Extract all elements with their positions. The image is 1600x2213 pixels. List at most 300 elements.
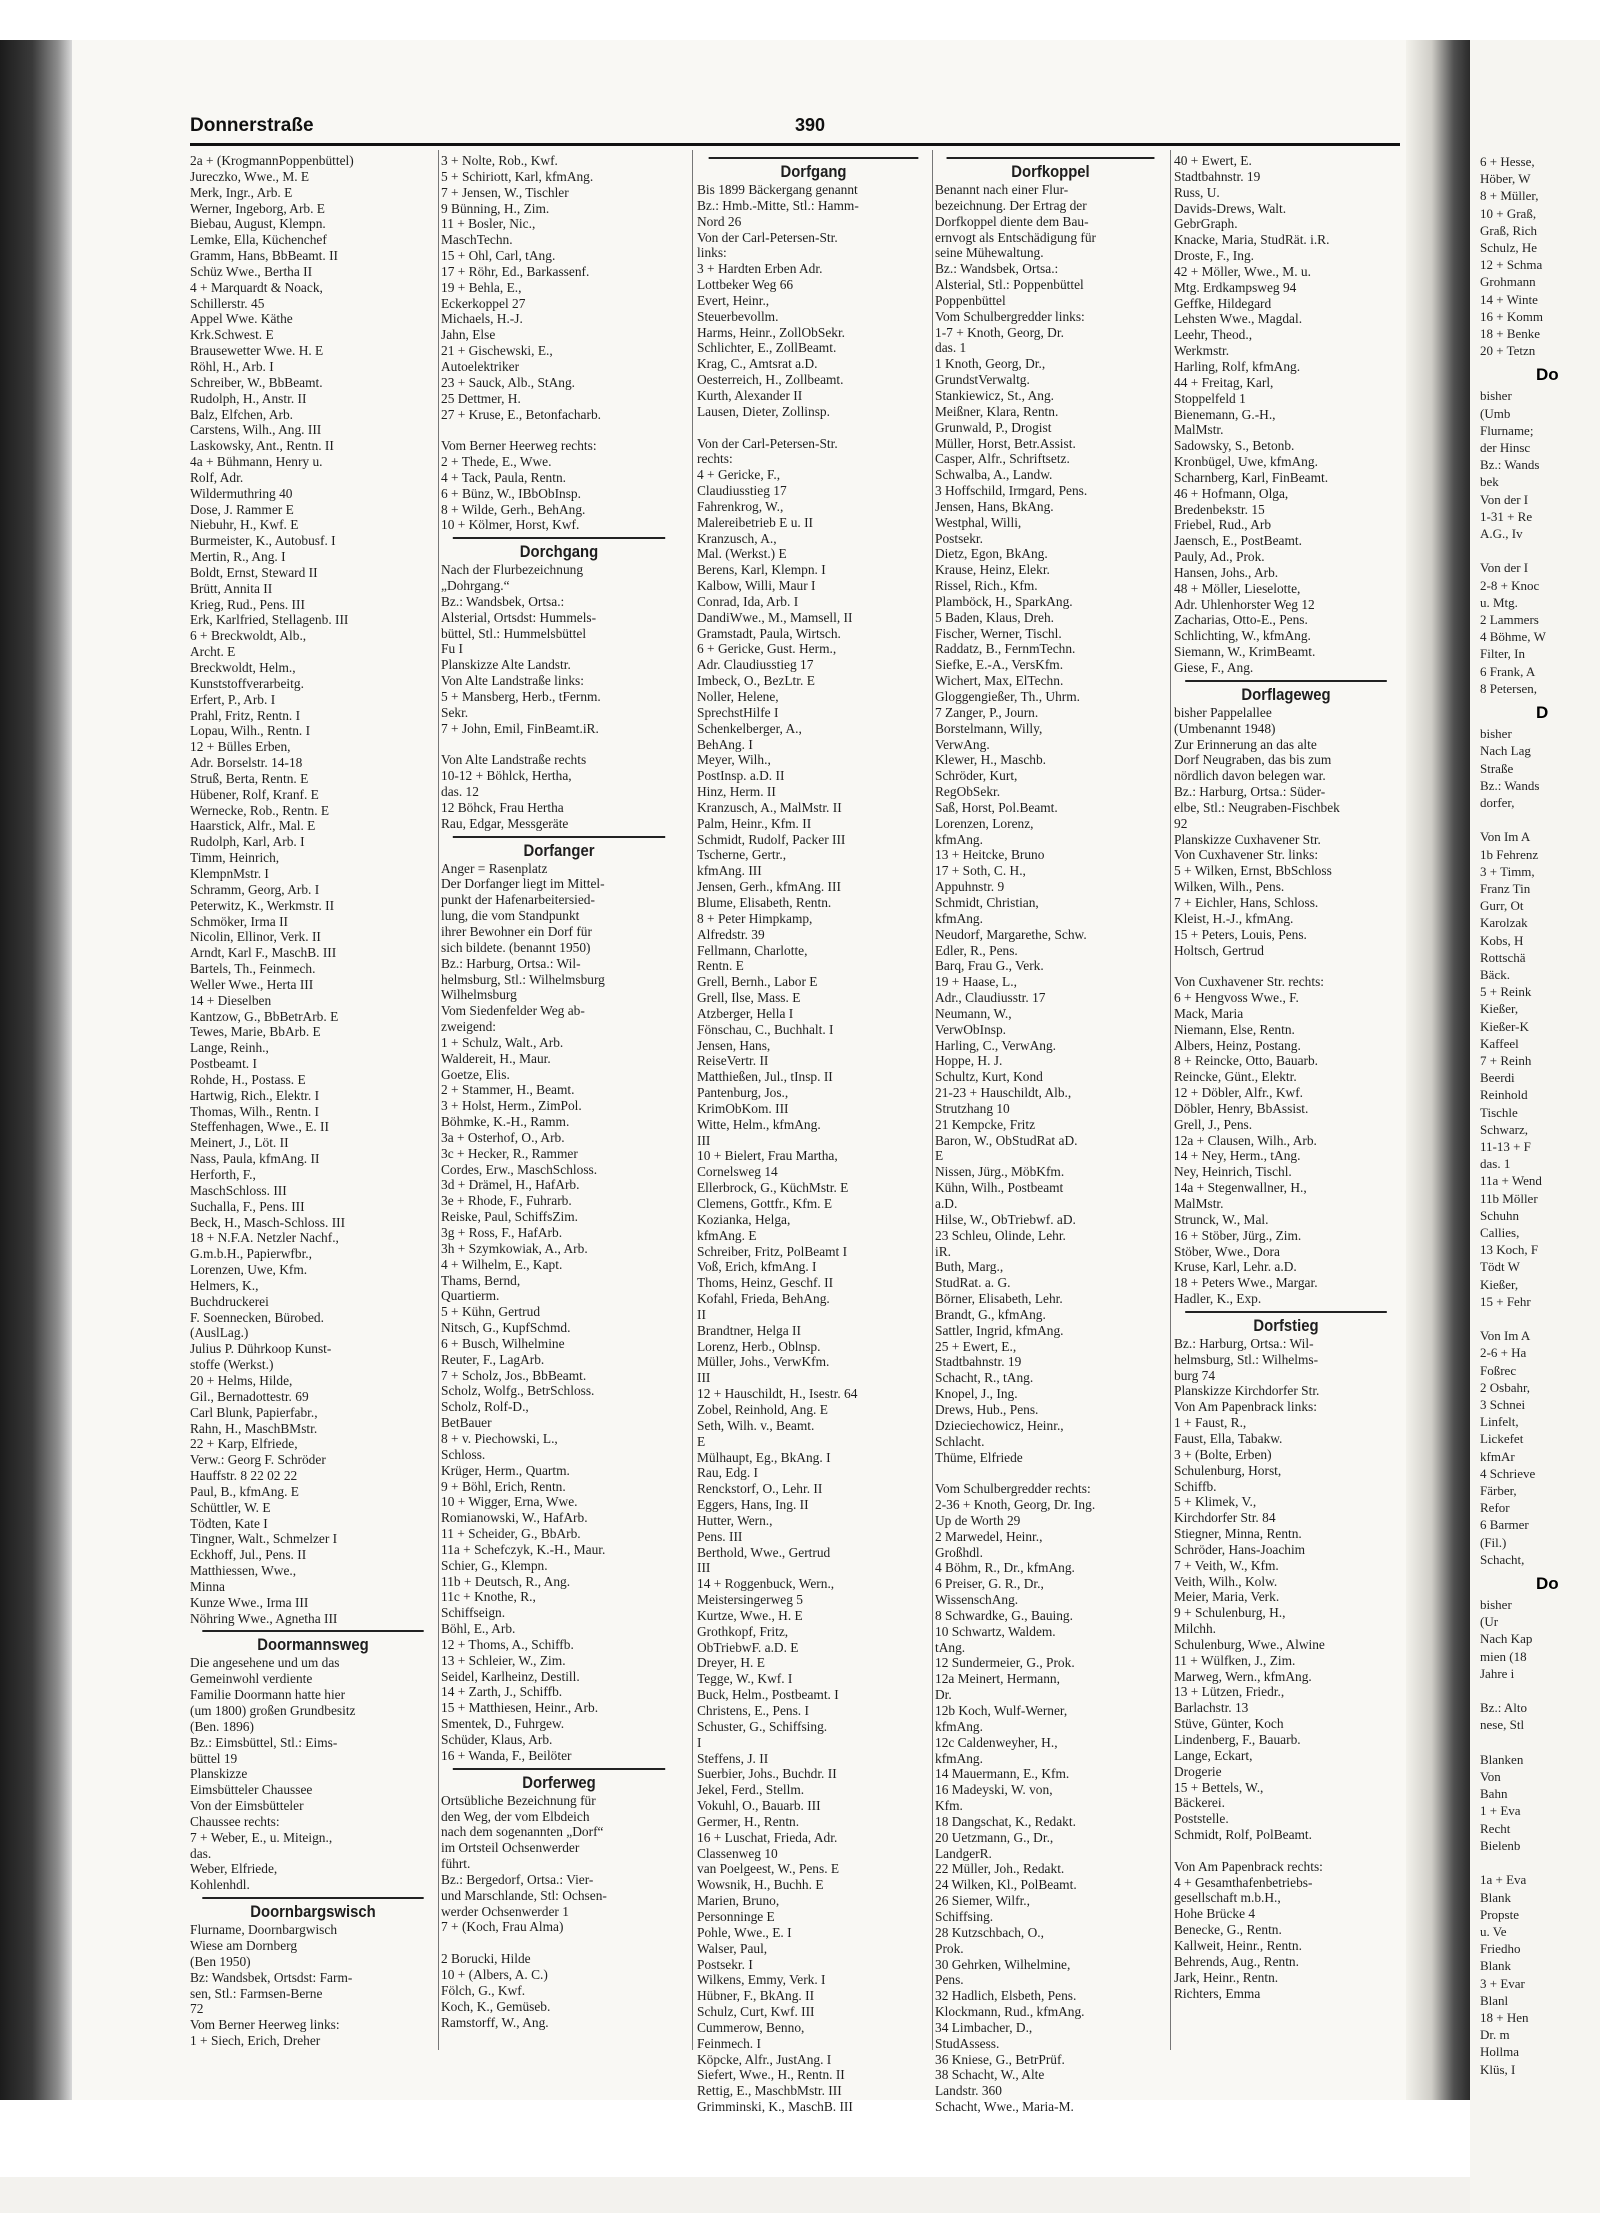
directory-entry: Röhl, H., Arb. I [190, 358, 274, 374]
directory-entry: Mack, Maria [1174, 1005, 1244, 1021]
directory-entry: Tegge, W., Kwf. I [697, 1671, 793, 1687]
directory-entry: Von [1480, 1769, 1501, 1785]
directory-entry: 30 Gehrken, Wilhelmine, [935, 1956, 1071, 1972]
directory-entry: Alsterial, Stl.: Poppenbüttel [935, 277, 1084, 293]
directory-entry: Strutzhang 10 [935, 1100, 1010, 1116]
directory-entry: Siefke, E.-A., VersKfm. [935, 657, 1064, 673]
directory-entry: Grell, Ilse, Mass. E [697, 990, 801, 1006]
directory-entry: 13 + Schleier, W., Zim. [441, 1652, 566, 1668]
directory-entry: Ortsübliche Bezeichnung für [441, 1792, 596, 1808]
directory-entry: 3g + Ross, F., HafArb. [441, 1225, 563, 1240]
street-heading: D [1536, 703, 1549, 723]
directory-entry: Russ, U. [1174, 184, 1220, 200]
street-heading: Doormannsweg [202, 1630, 423, 1655]
directory-entry: Wiese am Dornberg [190, 1937, 298, 1953]
directory-entry: Krag, C., Amtsrat a.D. [697, 356, 818, 372]
directory-entry: 21-23 + Hauschildt, Alb., [935, 1085, 1072, 1101]
directory-entry: Kantzow, G., BbBetrArb. E [190, 1008, 339, 1024]
directory-entry: Von Alte Landstraße links: [441, 673, 584, 689]
directory-entry: G.m.b.H., Papierwfbr., [190, 1246, 312, 1262]
directory-entry: Borstelmann, Willy, [935, 720, 1043, 736]
directory-entry: Stüve, Günter, Koch [1174, 1716, 1284, 1732]
directory-entry: helmsburg, Stl.: Wilhelmsburg [441, 971, 605, 987]
directory-entry: Marien, Bruno, [697, 1893, 780, 1909]
directory-entry: 5 Baden, Klaus, Dreh. [935, 609, 1054, 625]
column-rule [932, 150, 933, 2050]
directory-entry: 19 + Haase, L., [935, 974, 1017, 990]
directory-entry: 16 + Luschat, Frieda, Adr. [697, 1829, 838, 1845]
directory-entry: 1 + Eva [1480, 1803, 1521, 1819]
directory-entry: 7 + (Koch, Frau Alma) [441, 1919, 564, 1935]
directory-entry: Kranzusch, A., MalMstr. II [697, 799, 842, 815]
directory-entry: Feinmech. I [697, 2035, 761, 2051]
directory-entry: 12b Koch, Wulf-Werner, [935, 1703, 1068, 1718]
directory-entry: Schüz Wwe., Bertha II [190, 263, 313, 279]
directory-entry: 15 + Fehr [1480, 1293, 1531, 1309]
directory-entry: Die angesehene und um das [190, 1655, 340, 1671]
directory-entry: Meißner, Klara, Rentn. [935, 403, 1059, 419]
directory-entry: Rudolph, Karl, Arb. I [190, 834, 305, 850]
directory-entry: 2 Lammers [1480, 612, 1539, 628]
street-heading: Dorfanger [453, 836, 665, 861]
directory-entry: Schlichter, E., ZollBeamt. [697, 340, 837, 356]
directory-entry: III [697, 1370, 711, 1386]
directory-entry: 6 Barmer [1480, 1517, 1529, 1533]
directory-entry: zweigend: [441, 1019, 497, 1035]
directory-entry: Krüger, Herm., Quartm. [441, 1462, 570, 1478]
directory-entry: Adr., Claudiusstr. 17 [935, 990, 1046, 1006]
directory-entry: rechts: [697, 451, 733, 467]
directory-entry: Veith, Wilh., Kolw. [1174, 1573, 1278, 1589]
directory-entry: Thüme, Elfriede [935, 1449, 1023, 1465]
directory-entry: ObTriebwF. a.D. E [697, 1639, 799, 1655]
directory-entry: 46 + Hofmann, Olga, [1174, 485, 1289, 501]
directory-entry: Tischle [1480, 1104, 1518, 1120]
directory-entry: 13 + Heitcke, Bruno [935, 847, 1045, 863]
directory-entry: Planskizze Alte Landstr. [441, 657, 571, 673]
column-rule [438, 150, 439, 2050]
directory-entry: Romianowski, W., HafArb. [441, 1510, 588, 1526]
directory-entry: Meistersingerweg 5 [697, 1592, 803, 1608]
directory-entry: MaschTechn. [441, 232, 513, 248]
directory-entry: Julius P. Dührkoop Kunst- [190, 1341, 332, 1357]
spacer [441, 422, 677, 438]
directory-entry: bisher [1480, 726, 1512, 742]
directory-entry: 10 Schwartz, Waldem. [935, 1623, 1056, 1639]
directory-entry: Dr. [935, 1687, 952, 1703]
directory-entry: Schröder, Kurt, [935, 768, 1018, 784]
directory-column-4 [935, 153, 1166, 2115]
directory-entry: Westphal, Willi, [935, 514, 1022, 530]
directory-entry: Rohde, H., Postass. E [190, 1071, 306, 1087]
directory-entry: Mal. (Werkst.) E [697, 546, 787, 562]
directory-entry: Holtsch, Gertrud [1174, 942, 1264, 958]
directory-entry: 7 + Scholz, Jos., BbBeamt. [441, 1367, 587, 1383]
directory-entry: Harling, C., VerwAng. [935, 1037, 1056, 1053]
directory-entry: Kohlenhdl. [190, 1877, 250, 1893]
directory-entry: Barlachstr. 13 [1174, 1700, 1249, 1716]
directory-entry: Kfm. [935, 1798, 963, 1814]
directory-entry: 3h + Szymkowiak, A., Arb. [441, 1240, 588, 1256]
directory-entry: Carstens, Wilh., Ang. III [190, 422, 322, 438]
directory-entry: Richters, Emma [1174, 1985, 1261, 2001]
directory-column-5 [1174, 153, 1398, 2001]
directory-entry: Propste [1480, 1906, 1519, 1922]
directory-entry: Vom Siedenfelder Weg ab- [441, 1003, 585, 1019]
directory-entry: SprechstHilfe I [697, 704, 779, 720]
page-header [190, 115, 1400, 146]
directory-entry: Smentek, D., Fuhrgew. [441, 1716, 565, 1732]
directory-entry: Biebau, August, Klempn. [190, 216, 326, 232]
directory-entry: Linfelt, [1480, 1414, 1519, 1430]
directory-entry: Drews, Hub., Pens. [935, 1401, 1039, 1417]
directory-entry: sen, Stl.: Farmsen-Berne [190, 1985, 323, 2001]
directory-entry: Wildermuthring 40 [190, 485, 293, 501]
directory-entry: Jahn, Else [441, 327, 496, 343]
street-heading: Do [1536, 1574, 1559, 1594]
directory-entry: 4a + Bühmann, Henry u. [190, 454, 323, 470]
directory-entry: Rolf, Adr. [190, 469, 244, 485]
directory-entry: Karolzak [1480, 915, 1528, 931]
directory-entry: Grell, Bernh., Labor E [697, 974, 818, 990]
directory-entry: 1 Knoth, Georg, Dr., [935, 356, 1046, 372]
directory-entry: Prok. [935, 1940, 964, 1956]
directory-entry: Schmidt, Rudolf, Packer III [697, 831, 846, 847]
directory-entry: 48 + Möller, Lieselotte, [1174, 580, 1301, 596]
directory-entry: 20 Uetzmann, G., Dr., [935, 1829, 1054, 1845]
directory-entry: bisher [1480, 1597, 1512, 1613]
directory-entry: Behrends, Aug., Rentn. [1174, 1953, 1299, 1969]
directory-entry: Höber, W [1480, 171, 1531, 187]
spacer [1470, 1854, 1600, 1871]
directory-entry: Bz.: Harburg, Ortsa.: Süder- [1174, 784, 1326, 800]
directory-entry: Scholz, Rolf-D., [441, 1399, 529, 1415]
directory-entry: Schiffb. [1174, 1478, 1217, 1494]
directory-entry: Cornelsweg 14 [697, 1164, 778, 1180]
directory-entry: das. 12 [441, 784, 479, 800]
directory-entry: 12a Meinert, Hermann, [935, 1671, 1060, 1687]
directory-entry: Drogerie [1174, 1763, 1222, 1779]
directory-entry: 14a + Stegenwallner, H., [1174, 1180, 1307, 1196]
directory-entry: Conrad, Ida, Arb. I [697, 593, 799, 609]
directory-entry: Reinhold [1480, 1087, 1528, 1103]
directory-entry: Archt. E [190, 644, 236, 660]
directory-entry: Buck, Helm., Postbeamt. I [697, 1687, 839, 1703]
directory-entry: 15 + Bettels, W., [1174, 1779, 1264, 1795]
directory-entry: Eimsbütteler Chaussee [190, 1782, 313, 1798]
directory-entry: 1b Fehrenz [1480, 846, 1539, 862]
directory-entry: Nass, Paula, kfmAng. II [190, 1151, 320, 1167]
directory-entry: 25 + Ewert, E., [935, 1338, 1017, 1354]
directory-entry: Jekel, Ferd., Stellm. [697, 1782, 805, 1798]
spacer [1470, 1682, 1600, 1699]
directory-entry: Hutter, Wern., [697, 1512, 773, 1528]
directory-entry: Scharnberg, Karl, FinBeamt. [1174, 469, 1329, 485]
directory-entry: sich bildete. (benannt 1950) [441, 939, 591, 955]
directory-entry: MalMstr. [1174, 422, 1224, 438]
directory-entry: nese, Stl [1480, 1717, 1525, 1733]
directory-entry: Stadtbahnstr. 19 [1174, 168, 1261, 184]
directory-entry: Fölch, G., Kwf. [441, 1982, 526, 1998]
directory-entry: (um 1800) großen Grundbesitz [190, 1703, 356, 1718]
directory-entry: 1 + Faust, R., [1174, 1415, 1247, 1431]
directory-entry: Schreiber, Fritz, PolBeamt I [697, 1243, 848, 1259]
directory-entry: Alfredstr. 39 [697, 926, 765, 942]
directory-entry: 5 + Schiriott, Karl, kfmAng. [441, 168, 594, 184]
directory-entry: Kronbügel, Uwe, kfmAng. [1174, 454, 1318, 470]
directory-entry: u. Mtg. [1480, 594, 1518, 610]
directory-entry: 23 + Sauck, Alb., StAng. [441, 374, 576, 390]
directory-entry: Fönschau, C., Buchhalt. I [697, 1021, 834, 1037]
directory-entry: Nord 26 [697, 213, 742, 229]
directory-entry: Wichert, Max, ElTechn. [935, 673, 1064, 689]
directory-entry: Hartwig, Rich., Elektr. I [190, 1087, 320, 1103]
directory-entry: Schulenburg, Wwe., Alwine [1174, 1636, 1325, 1652]
directory-entry: Böhmke, K.-H., Ramm. [441, 1114, 570, 1130]
directory-entry: 7 + Weber, E., u. Miteign., [190, 1829, 333, 1845]
directory-entry: Müller, Horst, Betr.Assist. [935, 435, 1076, 451]
directory-entry: werder Ochsenwerder 1 [441, 1903, 569, 1919]
directory-column-1 [190, 153, 436, 2049]
directory-entry: Gemeinwohl verdiente [190, 1671, 313, 1687]
directory-entry: Gramm, Hans, BbBeamt. II [190, 248, 339, 264]
directory-entry: Von Am Papenbrack rechts: [1174, 1858, 1323, 1874]
directory-entry: Kirchdorfer Str. 84 [1174, 1510, 1276, 1526]
directory-entry: Bz.: Harburg, Ortsa.: Wil- [441, 955, 581, 971]
directory-entry: kfmAng. III [697, 863, 762, 879]
street-heading: Doornbargswisch [202, 1897, 423, 1922]
directory-entry: Bz.: Wands [1480, 457, 1540, 473]
directory-entry: PostInsp. a.D. II [697, 768, 785, 784]
directory-entry: Breckwoldt, Helm., [190, 660, 296, 675]
directory-entry: 8 + Müller, [1480, 188, 1539, 204]
directory-entry: Zobel, Reinhold, Ang. E [697, 1401, 828, 1417]
directory-entry: Scholz, Wolfg., BetrSchloss. [441, 1383, 595, 1399]
directory-entry: 3 + Timm, [1480, 863, 1535, 879]
directory-entry: Dorf Neugraben, das bis zum [1174, 752, 1332, 768]
directory-entry: Rottschä [1480, 949, 1526, 965]
directory-entry: Schlichting, W., kfmAng. [1174, 628, 1311, 644]
directory-entry: Dorfkoppel diente dem Bau- [935, 213, 1089, 229]
spacer [1174, 1843, 1398, 1859]
directory-entry: und Marschlande, Stl: Ochsen- [441, 1887, 607, 1903]
directory-entry: 42 + Möller, Wwe., M. u. [1174, 263, 1311, 279]
directory-entry: bisher [1480, 388, 1512, 404]
directory-entry: burg 74 [1174, 1367, 1216, 1383]
directory-entry: Callies, [1480, 1224, 1520, 1240]
directory-entry: Planskizze Kirchdorfer Str. [1174, 1383, 1320, 1399]
directory-entry: Balz, Elfchen, Arb. [190, 406, 293, 422]
directory-entry: Sattler, Ingrid, kfmAng. [935, 1322, 1064, 1338]
directory-entry: 11b + Deutsch, R., Ang. [441, 1573, 571, 1589]
directory-entry: Schmidt, Rolf, PolBeamt. [1174, 1827, 1312, 1843]
directory-entry: 32 Hadlich, Elsbeth, Pens. [935, 1988, 1077, 2004]
directory-entry: Mülhaupt, Eg., BkAng. I [697, 1449, 831, 1465]
directory-entry: Wilhelmsburg [441, 987, 517, 1003]
directory-entry: Von der Carl-Petersen-Str. [697, 229, 838, 245]
directory-entry: Familie Doormann hatte hier [190, 1687, 346, 1703]
column-rule [1170, 150, 1171, 2050]
street-heading: Dorferweg [453, 1768, 665, 1793]
directory-entry: Marweg, Wern., kfmAng. [1174, 1668, 1312, 1684]
directory-entry: Matthiessen, Wwe., [190, 1563, 297, 1579]
directory-entry: Kunze Wwe., Irma III [190, 1594, 309, 1610]
directory-entry: Germer, H., Rentn. [697, 1813, 800, 1829]
directory-entry: 92 [1174, 815, 1188, 831]
directory-entry: Jensen, Gerh., kfmAng. III [697, 879, 841, 895]
directory-entry: Planskizze Cuxhavener Str. [1174, 831, 1321, 847]
directory-entry: 24 Wilken, Kl., PolBeamt. [935, 1877, 1077, 1893]
directory-entry: Edler, R., Pens. [935, 942, 1018, 958]
directory-entry: Schreiber, W., BbBeamt. [190, 374, 323, 390]
directory-entry: WissenschAng. [935, 1592, 1019, 1608]
directory-entry: ernvogt als Entschädigung für [935, 229, 1097, 245]
directory-entry: Lange, Eckart, [1174, 1747, 1253, 1763]
directory-entry: Sadowsky, S., Betonb. [1174, 438, 1295, 454]
directory-entry: tAng. [935, 1639, 966, 1655]
directory-entry: Adr. Uhlenhorster Weg 12 [1174, 596, 1315, 612]
directory-entry: Ellerbrock, G., KüchMstr. E [697, 1180, 849, 1196]
directory-entry: BetBauer [441, 1415, 492, 1431]
directory-entry: 5 + Kühn, Gertrud [441, 1304, 541, 1320]
directory-entry: Waldereit, H., Maur. [441, 1050, 551, 1066]
directory-entry: Klockmann, Rud., kfmAng. [935, 2004, 1085, 2020]
directory-entry: Reincke, Günt., Elektr. [1174, 1069, 1297, 1085]
directory-entry: 34 Limbacher, D., [935, 2019, 1033, 2035]
directory-entry: Jahre i [1480, 1665, 1515, 1681]
directory-entry: Schacht, Wwe., Maria-M. [935, 2099, 1074, 2115]
directory-entry: Färber, [1480, 1483, 1517, 1499]
directory-entry: u. Ve [1480, 1923, 1507, 1939]
directory-entry: Chaussee rechts: [190, 1813, 280, 1829]
directory-entry: 3 + Evar [1480, 1975, 1525, 1991]
directory-entry: Vokuhl, O., Bauarb. III [697, 1798, 821, 1814]
directory-entry: Köpcke, Alfr., JustAng. I [697, 2051, 832, 2067]
directory-entry: Kallweit, Heinr., Rentn. [1174, 1937, 1302, 1953]
directory-entry: VerwAng. [935, 736, 990, 752]
directory-entry: 12 Sundermeier, G., Prok. [935, 1655, 1075, 1671]
directory-entry: Lorenz, Herb., Oblnsp. [697, 1338, 821, 1354]
directory-entry: E [935, 1148, 944, 1164]
directory-entry: Berthold, Wwe., Gertrud [697, 1544, 831, 1560]
directory-entry: Knacke, Maria, StudRät. i.R. [1174, 232, 1330, 248]
directory-entry: Dzieciechowicz, Heinr., [935, 1417, 1064, 1433]
directory-entry: Vom Berner Heerweg links: [190, 2017, 340, 2033]
directory-entry: E [697, 1433, 706, 1449]
directory-entry: Graß, Rich [1480, 222, 1538, 238]
directory-entry: Herforth, F., [190, 1167, 256, 1182]
directory-entry: 18 + Benke [1480, 326, 1541, 342]
directory-entry: 13 + Lützen, Friedr., [1174, 1684, 1285, 1700]
directory-entry: Malereibetrieb E u. II [697, 514, 813, 530]
directory-entry: 12c Caldenweyher, H., [935, 1734, 1058, 1750]
directory-entry: 5 + Wilken, Ernst, BbSchloss [1174, 863, 1332, 879]
directory-entry: Claudiusstieg 17 [697, 483, 787, 499]
directory-entry: elbe, Stl.: Neugraben-Fischbek [1174, 799, 1340, 815]
directory-entry: 15 + Ohl, Carl, tAng. [441, 248, 556, 264]
directory-entry: Schuster, G., Schiffsing. [697, 1718, 828, 1734]
directory-entry: nach dem sogenannten „Dorf“ [441, 1824, 604, 1840]
directory-entry: 23 Schleu, Olinde, Lehr. [935, 1227, 1066, 1243]
directory-entry: Lindenberg, F., Bauarb. [1174, 1732, 1301, 1747]
directory-entry: Anger = Rasenplatz [441, 860, 548, 876]
directory-entry: Schlacht. [935, 1433, 985, 1449]
directory-entry: Grohmann [1480, 274, 1536, 290]
directory-entry: 6 + Busch, Wilhelmine [441, 1335, 565, 1351]
directory-entry: KrimObKom. III [697, 1100, 789, 1116]
directory-entry: Davids-Drews, Walt. [1174, 200, 1287, 216]
directory-entry: Kaffeel [1480, 1035, 1519, 1051]
directory-entry: II [697, 1306, 706, 1322]
directory-entry: Steuerbevollm. [697, 308, 779, 324]
directory-entry: Tscherne, Gertr., [697, 847, 787, 863]
directory-entry: Buth, Marg., [935, 1259, 1004, 1275]
directory-entry: 6 + Gericke, Gust. Herm., [697, 641, 837, 657]
directory-entry: kfmAng. [935, 1750, 983, 1766]
directory-entry: 11-13 + F [1480, 1138, 1531, 1154]
directory-entry: (AuslLag.) [190, 1325, 249, 1341]
directory-entry: Franz Tin [1480, 880, 1531, 896]
directory-entry: Bz.: Hmb.-Mitte, Stl.: Hamm- [697, 197, 859, 213]
directory-entry: Zacharias, Otto-E., Pens. [1174, 612, 1308, 628]
directory-entry: Der Dorfanger liegt im Mittel- [441, 876, 605, 892]
street-heading: Dorfstieg [1185, 1311, 1387, 1336]
directory-entry: Kruse, Karl, Lehr. a.D. [1174, 1259, 1297, 1275]
directory-entry: Rahn, H., MaschBMstr. [190, 1420, 318, 1436]
column-rule [692, 150, 693, 2050]
directory-entry: bek [1480, 474, 1499, 490]
directory-entry: I [697, 1734, 702, 1750]
directory-entry: 2 Borucki, Hilde [441, 1951, 531, 1967]
directory-entry: büttel, Stl.: Hummelsbüttel [441, 625, 587, 641]
street-heading: Dorfgang [709, 157, 919, 182]
directory-entry: Schacht, R., tAng. [935, 1370, 1034, 1386]
directory-entry: 8 + Peter Himpkamp, [697, 910, 813, 926]
directory-entry: Jark, Heinr., Rentn. [1174, 1969, 1279, 1985]
directory-entry: (Ben 1950) [190, 1953, 251, 1969]
directory-entry: Peterwitz, K., Werkmstr. II [190, 897, 335, 913]
directory-entry: 18 Dangschat, K., Redakt. [935, 1813, 1076, 1829]
directory-entry: 6 Frank, A [1480, 663, 1536, 679]
directory-entry: Thomas, Wilh., Rentn. I [190, 1103, 320, 1119]
directory-entry: Müller, Johs., VerwKfm. [697, 1354, 830, 1370]
street-heading: Do [1536, 365, 1559, 385]
directory-entry: Pens. [935, 1972, 964, 1988]
directory-entry: 1-31 + Re [1480, 508, 1533, 524]
directory-entry: punkt der Hafenarbeitersied- [441, 892, 595, 908]
directory-entry: 10 + Graß, [1480, 205, 1537, 221]
directory-entry: Werkmstr. [1174, 343, 1230, 359]
directory-entry: 10 + Bielert, Frau Martha, [697, 1148, 838, 1164]
directory-entry: Hilse, W., ObTriebwf. aD. [935, 1211, 1076, 1227]
directory-entry: Rudolph, H., Anstr. II [190, 390, 307, 406]
directory-entry: 14 + Ney, Herm., tAng. [1174, 1148, 1301, 1164]
directory-entry: Atzberger, Hella I [697, 1005, 794, 1021]
directory-entry: Reiske, Paul, SchiffsZim. [441, 1209, 578, 1225]
directory-entry: 5 + Mansberg, Herb., tFernm. [441, 689, 601, 704]
directory-entry: Schenkelberger, A., [697, 720, 802, 736]
directory-entry: 2a + (KrogmannPoppenbüttel) [190, 153, 354, 168]
directory-entry: Lehsten Wwe., Magdal. [1174, 311, 1303, 327]
directory-entry: Poststelle. [1174, 1811, 1229, 1827]
directory-entry: Casper, Alfr., Schriftsetz. [935, 451, 1070, 467]
directory-entry: Laskowsky, Ant., Rentn. II [190, 438, 334, 454]
directory-entry: Albers, Heinz, Postang. [1174, 1037, 1301, 1053]
directory-entry: Minna [190, 1578, 225, 1594]
directory-entry: 4 + Tack, Paula, Rentn. [441, 469, 567, 485]
directory-entry: Börner, Elisabeth, Lehr. [935, 1291, 1063, 1307]
directory-entry: VerwObInsp. [935, 1021, 1007, 1037]
